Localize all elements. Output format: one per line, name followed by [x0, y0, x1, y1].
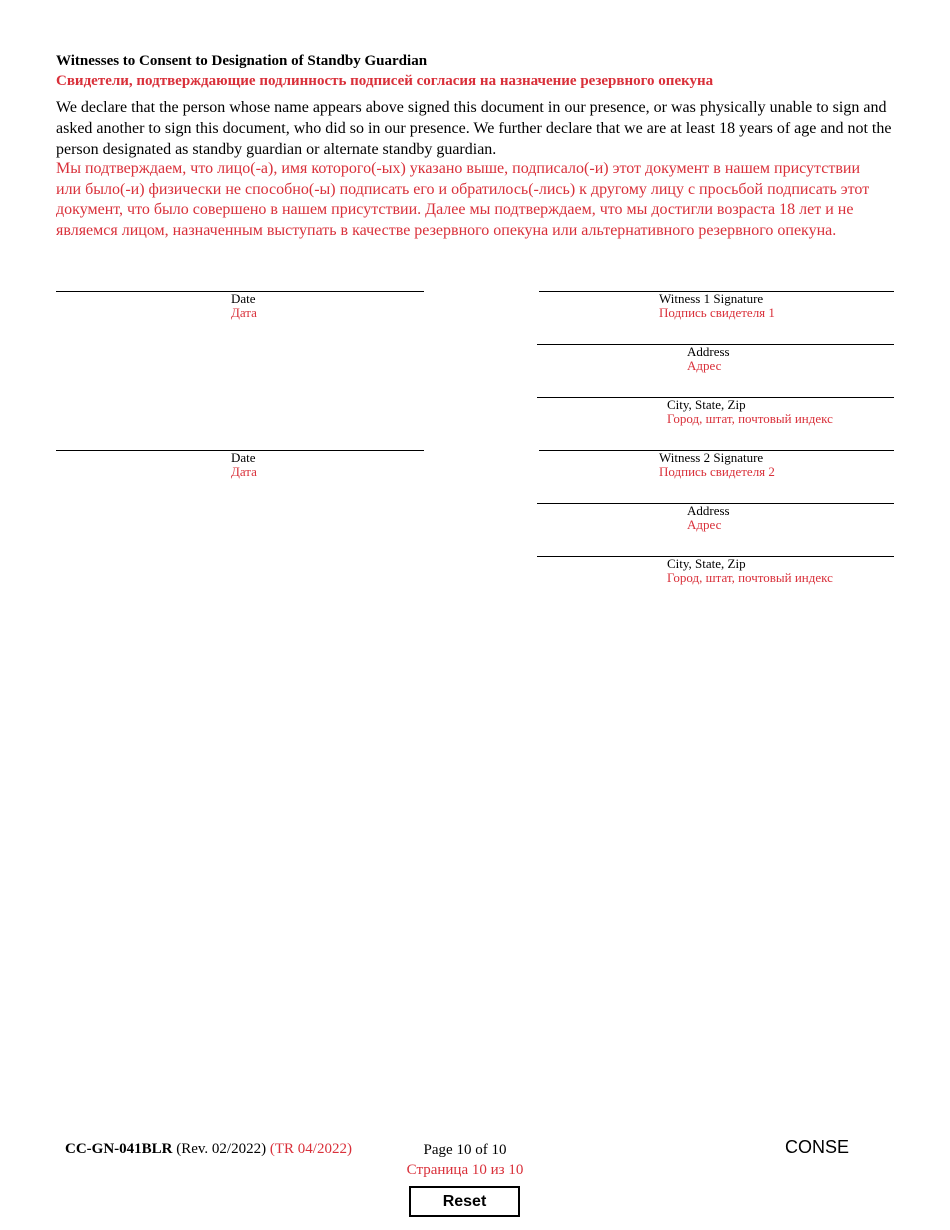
reset-button[interactable]: Reset	[409, 1186, 520, 1217]
witness2-signature-label	[659, 451, 775, 479]
page-number-ru: Страница 10 из 10	[406, 1162, 524, 1178]
witness1-signature-label-en: Witness 1 Signature	[659, 291, 764, 306]
witness2-address-label-ru: Адрес	[687, 517, 722, 532]
witness1-address-label-ru: Адрес	[687, 358, 722, 373]
witness2-address-label	[687, 504, 730, 532]
witness2-city-label	[667, 557, 833, 585]
witness1-address-label-en: Address	[687, 344, 730, 359]
page-number	[350, 1140, 580, 1180]
witness2-signature-label-en: Witness 2 Signature	[659, 450, 764, 465]
witness1-city-label-ru: Город, штат, почтовый индекс	[667, 411, 833, 426]
page-number-en: Page 10 of 10	[423, 1142, 507, 1158]
witness2-date-label-ru: Дата	[231, 464, 257, 479]
form-code: CC-GN-041BLR	[65, 1141, 173, 1157]
section-title-ru: Свидетели, подтверждающие подлинность подписей согласия на назначение резервного опекуна	[56, 73, 714, 89]
witness2-date-label-en: Date	[231, 450, 256, 465]
witness1-signature-label-ru: Подпись свидетеля 1	[659, 305, 775, 320]
footer-form-code	[65, 1141, 352, 1158]
witness1-address-label	[687, 345, 730, 373]
witness1-date-label	[231, 292, 257, 320]
form-revision: (Rev. 02/2022)	[176, 1141, 267, 1157]
witness1-date-label-en: Date	[231, 291, 256, 306]
witness2-date-label	[231, 451, 257, 479]
footer-conse: CONSE	[785, 1137, 850, 1157]
witness1-city-label	[667, 398, 833, 426]
witness2-city-label-en: City, State, Zip	[667, 556, 746, 571]
witness1-signature-label	[659, 292, 775, 320]
witness2-city-label-ru: Город, штат, почтовый индекс	[667, 570, 833, 585]
witness1-city-label-en: City, State, Zip	[667, 397, 746, 412]
witness2-signature-label-ru: Подпись свидетеля 2	[659, 464, 775, 479]
declaration-text-ru: Мы подтверждаем, что лицо(-а), имя которого(-ых) указано выше, подписало(-и) этот документ в нашем присутствии или было(-и) физически не способно(-ы) подписать его и обратилось(-лись) к другому лицу с просьбой подписать этот документ, что было совершено в нашем присутствии. Далее мы подтверждаем, что мы достигли возраста 18 лет и не являемся лицом, назначенным выступать в качестве резервного опекуна или альтернативного резервного опекуна.	[56, 160, 870, 239]
witness1-date-label-ru: Дата	[231, 305, 257, 320]
declaration-text: We declare that the person whose name appears above signed this document in our presence, or was physically unable to sign and asked another to sign this document, who did so in our presence. We further declare that we are at least 18 years of age and not the person designated as standby guardian or alternate standby guardian.	[56, 99, 892, 158]
form-translation-revision: (TR 04/2022)	[269, 1141, 352, 1157]
witness2-address-label-en: Address	[687, 503, 730, 518]
section-title: Witnesses to Consent to Designation of Standby Guardian	[56, 53, 428, 69]
